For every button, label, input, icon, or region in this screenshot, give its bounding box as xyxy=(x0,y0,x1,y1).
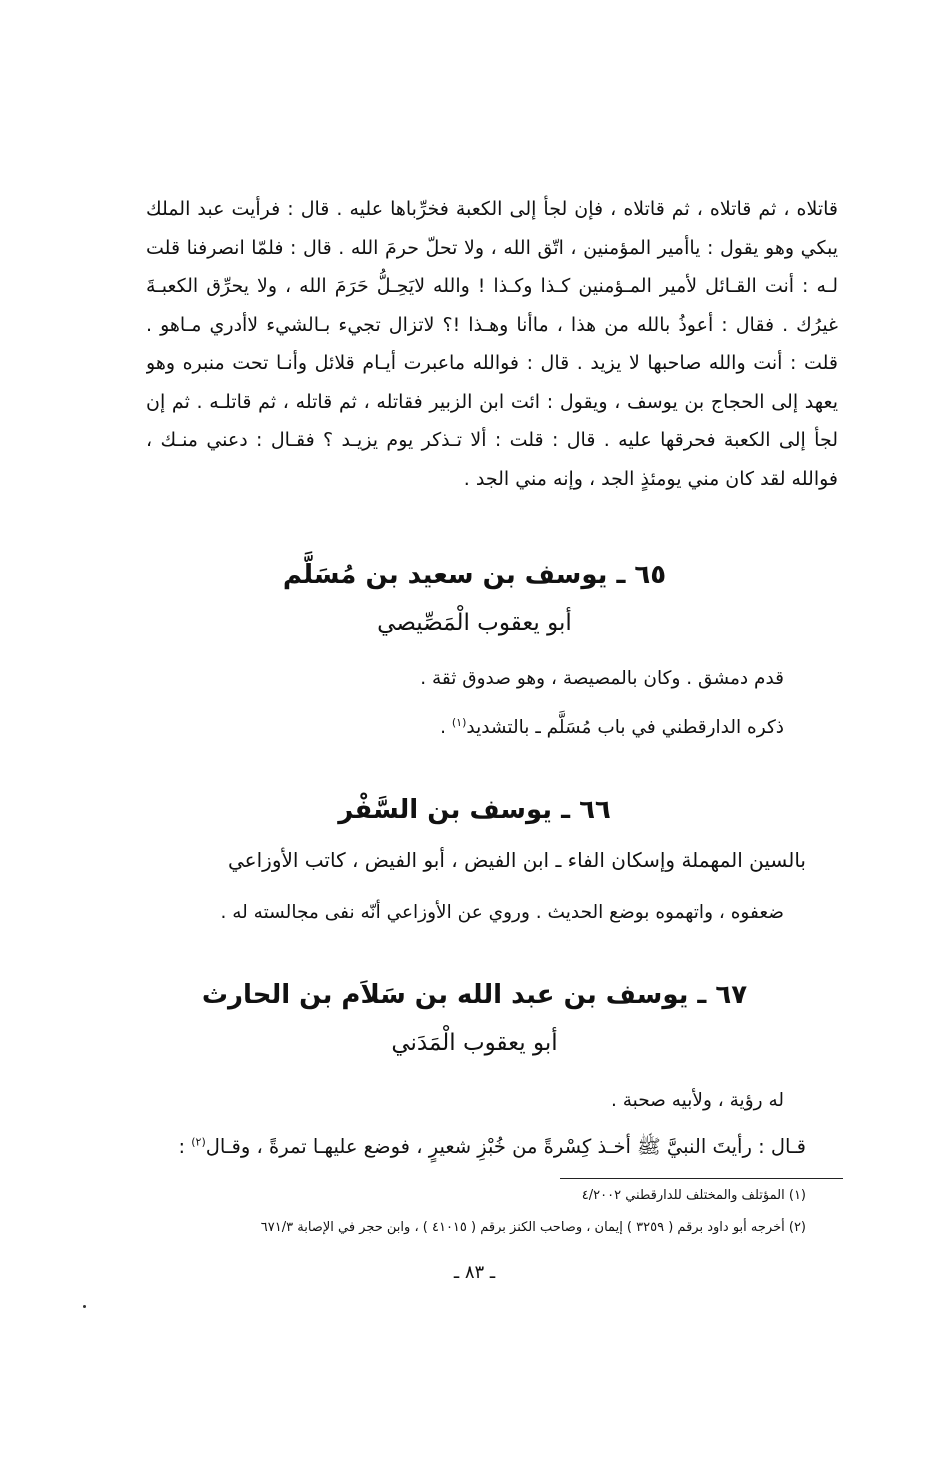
entry-66-line-2: ضعفوه ، واتهموه بوضع الحديث . وروي عن الأوزاعي أنّه نفى مجالسته له . xyxy=(220,902,784,923)
footnote-1: (١) المؤتلف والمختلف للدارقطني ٤/٢٠٠٢ xyxy=(581,1188,806,1203)
footnote-ref-1: (١) xyxy=(451,716,467,729)
footnote-ref-2: (٢) xyxy=(191,1135,206,1149)
paragraph-line: قاتلاه ، ثم قاتلاه ، ثم قاتلاه ، فإن لجأ إلى الكعبة فخرِّباها عليه . قال : فرأيت عبد الملك xyxy=(146,198,838,220)
paragraph-line: غيرُك . فقال : أعوذُ بالله من هذا ، ماأنا وهـذا !؟ لاتزال تجيء بـالشيء لاأدري مـاهو . xyxy=(146,313,838,336)
paragraph-line: لجأ إلى الكعبة فحرقها عليه . قال : قلت : ألا تـذكر يوم يزيـد ؟ فقـال : دعني منـك ، xyxy=(146,429,838,451)
opening-paragraph xyxy=(146,190,838,498)
entry-66-heading: ٦٦ ـ يوسف بن السَّفْر xyxy=(338,795,611,825)
paragraph-line: يبكي وهو يقول : ياأمير المؤمنين ، اتّق الله ، ولا تحلّ حرمَ الله . قال : فلمّا انصرفنا قلت xyxy=(146,236,838,259)
entry-67-line-2-text: قـال : رأيتَ النبيَّ ﷺ أخـذ كِسْرةً من خُبْزِ شعيرٍ ، فوضع عليهـا تمرةً ، وقـال xyxy=(205,1135,806,1158)
page-number: ـ ٨٣ ـ xyxy=(453,1262,496,1283)
footnote-divider xyxy=(560,1178,843,1179)
entry-67-kunya: أبو يعقوب الْمَدَني xyxy=(391,1030,558,1056)
entry-65-line-2-text: ذكره الدارقطني في باب مُسَلَّم ـ بالتشديد xyxy=(466,717,784,739)
entry-65-line-1: قدم دمشق . وكان بالمصيصة ، وهو صدوق ثقة . xyxy=(420,668,784,689)
entry-65-line-2 xyxy=(440,716,784,738)
entry-65-heading: ٦٥ ـ يوسف بن سعيد بن مُسَلَّم xyxy=(282,560,667,590)
entry-65-line-2-end: . xyxy=(440,717,452,739)
paragraph-line: لـه : أنت القـائل لأمير المـؤمنين كـذا وكـذا ! والله لايَحِـلُّ حَرَمَ الله ، ولا يحرِّق الكعبـةَ xyxy=(146,275,838,297)
paragraph-line: قلت : أنت والله صاحبها لا يزيد . قال : فوالله ماعبرت أيـام قلائل وأنـا تحت منبره وهو xyxy=(146,352,838,374)
entry-67-line-1: له رؤية ، ولأبيه صحبة . xyxy=(610,1090,784,1111)
paragraph-line: فوالله لقد كان مني يومئذٍ الجد ، وإنه مني الجد . xyxy=(463,467,838,490)
footnote-2: (٢) أخرجه أبو داود برقم ( ٣٢٥٩ ) إيمان ، وصاحب الكنز برقم ( ٤١٠١٥ ) ، وابن حجر في الإصابة ٦٧١/٣ xyxy=(260,1220,806,1235)
entry-67-line-2 xyxy=(178,1135,806,1163)
scan-speck xyxy=(83,1305,86,1308)
entry-67-line-2-end: : xyxy=(178,1135,192,1158)
entry-66-line-1: بالسين المهملة وإسكان الفاء ـ ابن الفيض ، أبو الفيض ، كاتب الأوزاعي xyxy=(228,848,806,872)
entry-67-heading: ٦٧ ـ يوسف بن عبد الله بن سَلاَم بن الحارث xyxy=(201,980,748,1010)
entry-65-kunya: أبو يعقوب الْمَصِّيصي xyxy=(377,610,572,636)
paragraph-line: يعهد إلى الحجاج بن يوسف ، ويقول : ائت ابن الزبير فقاتله ، ثم قاتله ، ثم قاتلـه . ثم إن xyxy=(146,390,838,413)
